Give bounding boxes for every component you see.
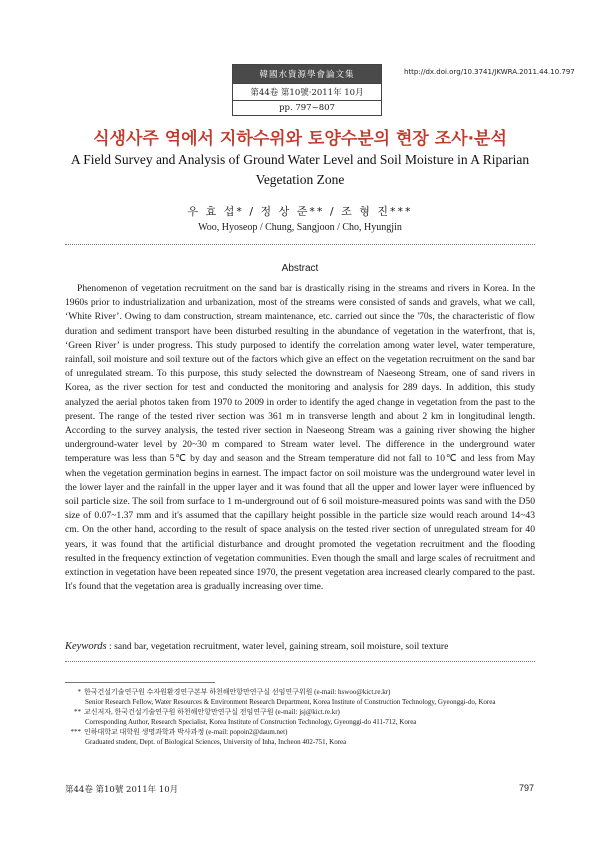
footnote-rule xyxy=(65,682,215,683)
authors-korean: 우 효 섭* / 정 상 준** / 조 형 진*** xyxy=(187,205,413,218)
footnote-english: Senior Research Fellow, Water Resources & Environment Research Department, Korea Institute of Construction Technology, Gyeonggi-do, Korea xyxy=(85,698,496,706)
page-range: pp. 797~807 xyxy=(233,100,381,115)
footnote-korean: 교신저자, 한국건설기술연구원 하천해안항만연구실 전임연구원 (e-mail: jsj@kict.re.kr) xyxy=(84,708,340,716)
page-number: 797 xyxy=(518,783,534,793)
footnote-item xyxy=(65,727,535,747)
abstract-body: Phenomenon of vegetation recruitment on the sand bar is drastically rising in the streams and rivers in Korea. In the 1960s prior to industrialization and urbanization, most of the streams were consisted of sands and gravels, what we call, ‘White River’. Owing to dam construction, stream maintenance, etc. carried out since the '70s, the characteristic of flow duration and sediment transport have been disturbed resulting in the abundance of vegetation in the waterfront, that is, ‘Green River’ is under progress. This study purposed to identify the correlation among water level, water temperature, rainfall, soil moisture and soil texture out of the factors which give an effect on the vegetation recruitment on the sand bar of unregulated stream. To this purpose, this study selected the downstream of Naeseong Stream, one of sand rivers in Korea, as the river section for test and conducted the monitoring and analysis for 289 days. In addition, this study analyzed the aerial photos taken from 1970 to 2009 in order to identify the aged change in vegetation from the past to the present. The range of the tested river section was 361 m in transverse length and about 2 km in longitudinal length. According to the survey analysis, the tested river section in Naeseong Stream was a gaining river showing the higher underground-water level by 20~30 m compared to Stream water level. The difference in the underground water temperature was less than 5℃ by day and season and the Stream temperature did not fall to 10℃ and less from May when the vegetation germination begins in earnest. The impact factor on soil moisture was the underground water level in the lower layer and the rainfall in the upper layer and it was found that all the upper and lower layer were influenced by soil particle size. The soil from surface to 1 m-underground out of 6 soil moisture-measured points was sand with the D50 size of 0.07~1.37 mm and it's assumed that the capillary height possible in the particle size would reach around 14~43 cm. On the other hand, according to the result of space analysis on the tested river section of unregulated stream for 40 years, it was found that the artificial disturbance and drought promoted the vegetation recruitment and the flooding resulted in the frequency extinction of vegetation communities. Even though the small and large scales of recruitment and extinction in vegetation have been repeated since 1970, the present vegetation area increased clearly compared to the past. It's found that the vegetation area is gradually increasing over time. xyxy=(65,283,535,593)
abstract-heading: Abstract xyxy=(281,263,319,274)
footnote-mark: ** xyxy=(74,708,81,716)
divider-top xyxy=(65,244,535,245)
footnote-korean: 인하대학교 대학원 생명과학과 박사과정 (e-mail: popoin2@daum.net) xyxy=(84,728,288,736)
authors-english: Woo, Hyoseop / Chung, Sangjoon / Cho, Hyungjin xyxy=(198,222,402,233)
footnote-item xyxy=(65,707,535,727)
volume-issue: 第44卷 第10號·2011年 10月 xyxy=(233,83,381,100)
footnote-english: Corresponding Author, Research Specialist, Korea Institute of Construction Technology, Gyeonggi-do 411-712, Korea xyxy=(85,718,417,726)
keywords-separator: : xyxy=(106,641,115,652)
footnotes xyxy=(65,687,535,747)
footnote-item xyxy=(65,687,535,707)
title-english: A Field Survey and Analysis of Ground Water Level and Soil Moisture in A Riparian Vegetation Zone xyxy=(70,152,530,187)
keywords-line xyxy=(65,641,535,652)
divider-bottom xyxy=(65,661,535,662)
journal-name: 韓國水資源學會論文集 xyxy=(233,65,381,83)
keywords-text: sand bar, vegetation recruitment, water level, gaining stream, soil moisture, soil texture xyxy=(114,641,449,652)
footnote-mark: * xyxy=(77,688,81,696)
doi-link[interactable]: http://dx.doi.org/10.3741/JKWRA.2011.44.10.797 xyxy=(404,68,575,76)
journal-info-box xyxy=(232,64,382,116)
keywords-label: Keywords xyxy=(65,641,107,652)
footnote-english: Graduated student, Dept. of Biological Sciences, University of Inha, Incheon 402-751, Korea xyxy=(85,738,347,746)
footnote-korean: 한국건설기술연구원 수자원환경연구본부 하천해안항만연구실 선임연구위원 (e-mail: hswoo@kict.re.kr) xyxy=(84,688,391,696)
footer-issue: 第44卷 第10號 2011年 10月 xyxy=(65,785,179,795)
title-korean: 식생사주 역에서 지하수위와 토양수분의 현장 조사·분석 xyxy=(93,129,507,149)
footnote-mark: *** xyxy=(70,728,81,736)
